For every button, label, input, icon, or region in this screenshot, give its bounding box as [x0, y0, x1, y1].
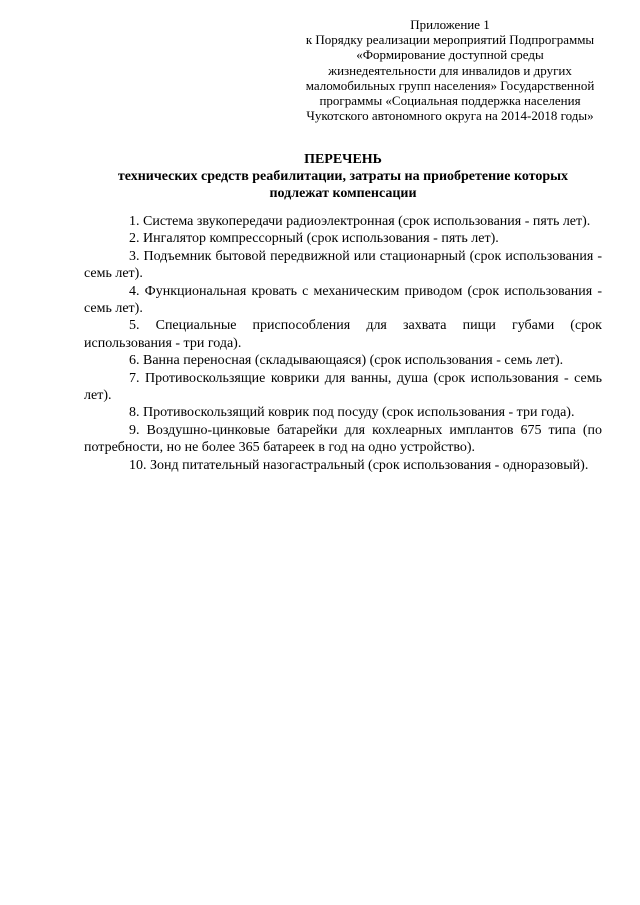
- list-item: 1. Система звукопередачи радиоэлектронная (срок использования - пять лет).: [129, 214, 591, 229]
- list-item: 10. Зонд питательный назогастральный (срок использования - одноразовый).: [129, 457, 589, 473]
- list-item: 9. Воздушно-цинковые батарейки для кохлеарных имплантов 675 типа (по потребности, но не более 365 батареек в год на одно устройство).: [84, 422, 602, 456]
- list-item: 6. Ванна переносная (складывающаяся) (срок использования - семь лет).: [129, 353, 564, 369]
- list-item: 8. Противоскользящий коврик под посуду (срок использования - три года).: [129, 405, 575, 421]
- list-item: 3. Подъемник бытовой передвижной или стационарный (срок использования - семь лет).: [84, 248, 602, 282]
- appendix-line: к Порядку реализации мероприятий Подпрограммы: [305, 32, 595, 48]
- list-item: 7. Противоскользящие коврики для ванны, душа (срок использования - семь лет).: [84, 370, 602, 404]
- list-item: 2. Ингалятор компрессорный (срок использования - пять лет).: [129, 231, 499, 247]
- appendix-line: Чукотского автономного округа на 2014-2018 годы»: [306, 108, 594, 124]
- document-subtitle-line-2: подлежат компенсации: [269, 186, 417, 201]
- appendix-line: жизнедеятельности для инвалидов и других: [328, 62, 572, 78]
- appendix-line: программы «Социальная поддержка населения: [319, 93, 581, 109]
- items-list: [84, 213, 602, 474]
- list-item: 4. Функциональная кровать с механическим приводом (срок использования - семь лет).: [84, 283, 602, 317]
- document-subtitle-line-1: технических средств реабилитации, затраты на приобретение которых: [117, 169, 569, 184]
- appendix-line: «Формирование доступной среды: [356, 47, 544, 63]
- document-title: ПЕРЕЧЕНЬ: [304, 152, 382, 167]
- list-item: 5. Специальные приспособления для захвата пищи губами (срок использования - три года).: [84, 318, 602, 351]
- document-heading: [84, 151, 602, 202]
- appendix-line: Приложение 1: [410, 17, 490, 32]
- appendix-line: маломобильных групп населения» Государственной: [305, 77, 595, 93]
- appendix-note: [300, 17, 600, 123]
